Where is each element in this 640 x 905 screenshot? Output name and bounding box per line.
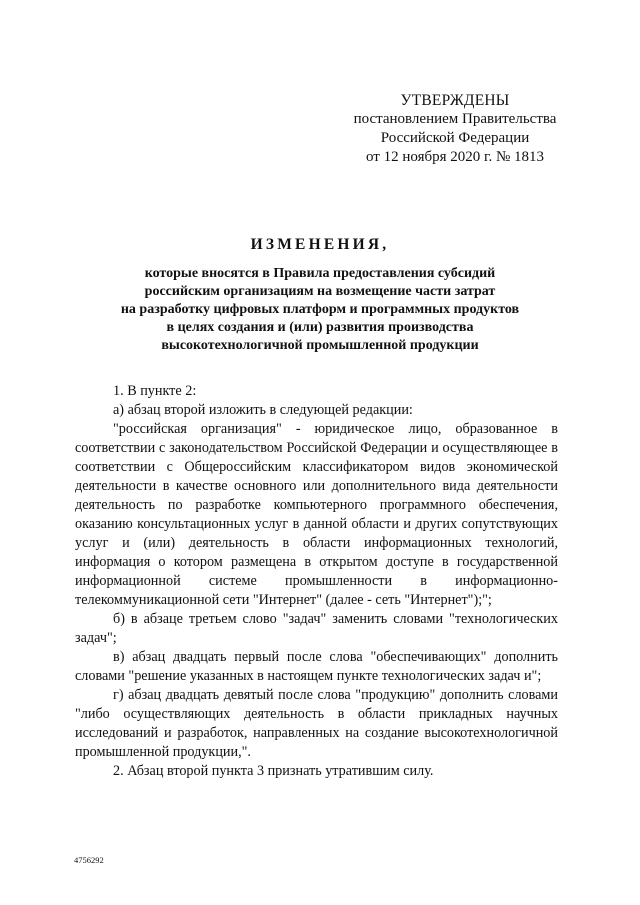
approval-line-3: от 12 ноября 2020 г. № 1813 (365, 149, 545, 165)
heading-line-4: в целях создания и (или) развития производства (166, 320, 474, 335)
paragraph-subitem-a: а) абзац второй изложить в следующей редакции: (113, 402, 413, 418)
heading-line-3: на разработку цифровых платформ и программных продуктов (120, 302, 520, 317)
paragraph-subitem-v: в) абзац двадцать первый после слова "обеспечивающих" дополнить словами "решение указанных в настоящем пункте технологических задач и"; (75, 649, 558, 684)
paragraph-subitem-b: б) в абзаце третьем слово "задач" заменить словами "технологических задач"; (75, 611, 558, 646)
paragraph-item-1: 1. В пункте 2: (113, 383, 197, 399)
heading-line-2: российским организациям на возмещение части затрат (144, 284, 496, 299)
paragraph-subitem-g: г) абзац двадцать девятый после слова "продукцию" дополнить словами "либо осуществляющих деятельность в области прикладных научных исследований и разработок, направленных на создание высокотехнологичной промышленной продукции,". (75, 687, 558, 760)
document-heading (60, 236, 580, 355)
approval-line-1: постановлением Правительства (353, 111, 557, 127)
heading-line-5: высокотехнологичной промышленной продукции (161, 338, 479, 353)
approval-title: УТВЕРЖДЕНЫ (400, 92, 510, 109)
approval-line-2: Российской Федерации (380, 130, 530, 146)
approval-block (330, 91, 580, 167)
document-body (75, 382, 558, 781)
heading-line-1: которые вносятся в Правила предоставления субсидий (144, 266, 496, 281)
document-code: 4756292 (74, 855, 104, 865)
paragraph-definition: "российская организация" - юридическое лицо, образованное в соответствии с законодательством Российской Федерации и осуществляющее в соответствии с Общероссийским классификатором видов экономической деятельности в качестве основного или дополнительного вида деятельности деятельность по разработке компьютерного программного обеспечения, оказанию консультационных услуг в данной области и других сопутствующих услуг и (или) деятельность в области информационных технологий, информация о котором размещена в открытом доступе в государственной информационной системе промышленности в информационно-телекоммуникационной сети "Интернет" (далее - сеть "Интернет");"; (75, 421, 558, 608)
heading-title: ИЗМЕНЕНИЯ, (250, 236, 390, 253)
paragraph-item-2: 2. Абзац второй пункта 3 признать утратившим силу. (113, 763, 434, 779)
